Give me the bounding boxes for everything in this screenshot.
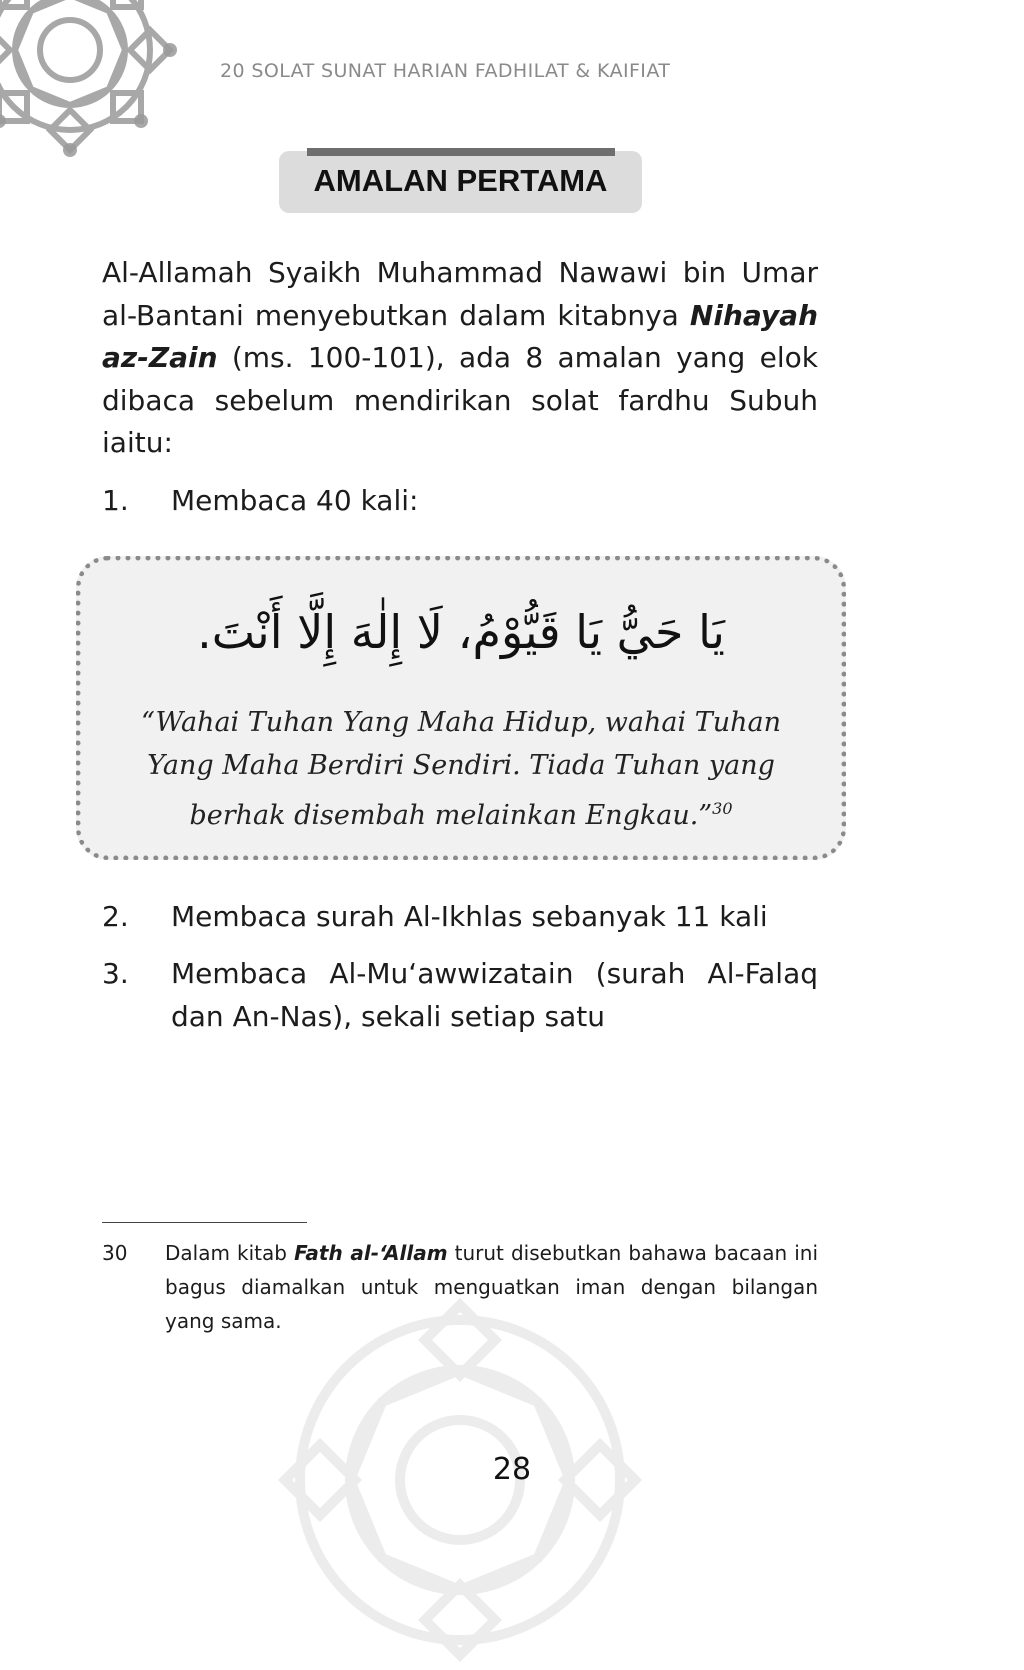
list-item xyxy=(102,480,818,523)
section-title: AMALAN PERTAMA xyxy=(313,163,608,198)
list-item-number: 2. xyxy=(102,900,129,933)
book-title-nihayah: Nihayah az-Zain xyxy=(102,298,818,374)
footnote xyxy=(102,1236,818,1338)
footnote-text-2: turut disebutkan bahawa bacaan ini bagus diamalkan untuk menguatkan iman dengan bilangan yang sama. xyxy=(165,1241,818,1333)
section-title-box xyxy=(279,151,642,213)
dua-translation-text: “Wahai Tuhan Yang Maha Hidup, wahai Tuhan Yang Maha Berdiri Sendiri. Tiada Tuhan yang berhak disembah melainkan Engkau.” xyxy=(141,707,781,831)
list-item xyxy=(102,953,818,1038)
dua-translation xyxy=(121,701,801,837)
footnote-reference: 30 xyxy=(712,799,733,818)
footnote-text xyxy=(165,1236,818,1338)
intro-text-2: (ms. 100-101), ada 8 amalan yang elok dibaca sebelum mendirikan solat fardhu Subuh iaitu: xyxy=(102,341,818,459)
intro-paragraph xyxy=(102,252,818,465)
section-title-bar xyxy=(307,148,615,156)
book-title-fath: Fath al-‘Allam xyxy=(294,1241,448,1265)
arabic-dua: يَا حَيُّ يَا قَيُّوْمُ، لَا إِلٰهَ إِلَّا أَنْتَ. xyxy=(197,605,725,659)
list-item-text: Membaca surah Al-Ikhlas sebanyak 11 kali xyxy=(171,900,768,933)
list-item-number: 1. xyxy=(102,484,129,517)
page-number: 28 xyxy=(492,1452,532,1487)
list-item-number: 3. xyxy=(102,957,129,990)
dua-box xyxy=(76,556,846,860)
footnote-text-1: Dalam kitab xyxy=(165,1241,295,1265)
list-item-text: Membaca Al-Mu‘awwizatain (surah Al-Falaq dan An-Nas), sekali setiap satu xyxy=(171,957,818,1033)
mandala-ornament-top xyxy=(0,0,180,160)
footnote-number: 30 xyxy=(102,1241,128,1265)
running-header: 20 SOLAT SUNAT HARIAN FADHILAT & KAIFIAT xyxy=(220,60,671,82)
intro-text-1: Al-Allamah Syaikh Muhammad Nawawi bin Umar al-Bantani menyebutkan dalam kitabnya xyxy=(102,256,818,332)
list-item xyxy=(102,896,818,939)
list-item-text: Membaca 40 kali: xyxy=(171,484,419,517)
footnote-divider xyxy=(102,1222,307,1223)
